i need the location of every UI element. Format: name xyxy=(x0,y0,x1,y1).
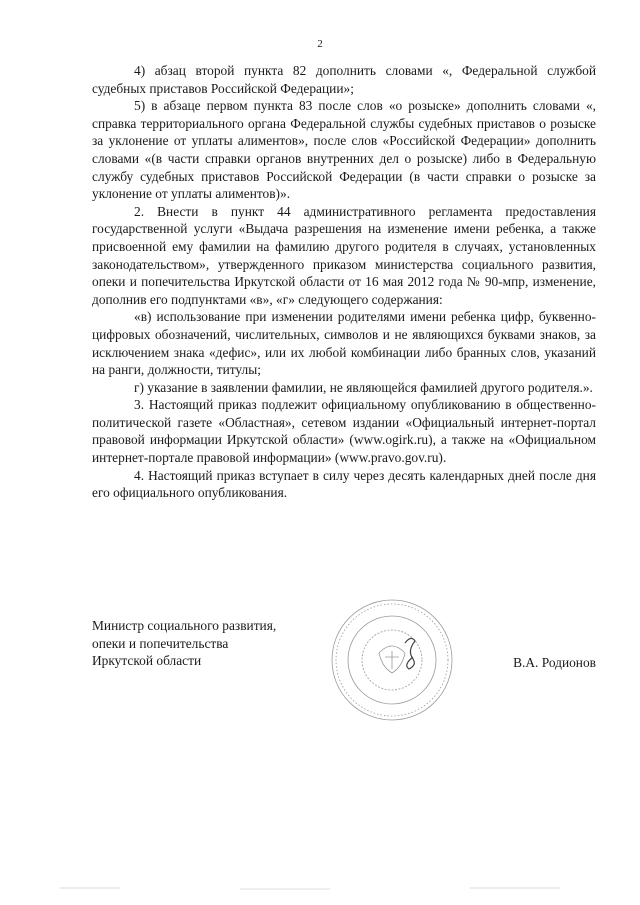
paragraph-section-3: 3. Настоящий приказ подлежит официальному опубликованию в общественно-политической газете «Областная», сетевом издании «Официальный интернет-портал правовой информации Иркутской области» (www.ogirk.ru), а также на «Официальном интернет-портале правовой информации» (www.pravo.gov.ru). xyxy=(92,397,596,466)
paragraph-section-4: 4. Настоящий приказ вступает в силу через десять календарных дней после дня его официального опубликования. xyxy=(92,467,596,501)
page-number: 2 xyxy=(317,38,323,50)
signer-title-line: Министр социального развития, xyxy=(92,618,277,633)
signer-title-line: Иркутской области xyxy=(92,653,202,669)
signer-title xyxy=(92,617,322,670)
paragraph-item-4: 4) абзац второй пункта 82 дополнить словами «, Федеральной службой судебных приставов Российской Федерации»; xyxy=(92,63,596,96)
signer-title-line: опеки и попечительства xyxy=(92,635,229,651)
scan-edge-marks xyxy=(0,884,640,892)
paragraph-section-2: 2. Внести в пункт 44 административного регламента предоставления государственной услуги «Выдача разрешения на изменение имени ребенка, а также присвоенной ему фамилии на фамилию другого родителя в случаях, установленных законодательством», утвержденного приказом министерства социального развития, опеки и попечительства Иркутской области от 16 мая 2012 года № 90-мпр, изменение, дополнив его подпунктами «в», «г» следующего содержания: xyxy=(92,203,596,307)
signer-name: В.А. Родионов xyxy=(513,655,596,670)
paragraph-subitem-v: «в) использование при изменении родителями имени ребенка цифр, буквенно-цифровых обозначений, числительных, символов и не являющихся буквами знаков, за исключением знака «дефис», или их любой комбинации либо бранных слов, указаний на ранги, должности, титулы; xyxy=(92,309,596,378)
handwritten-signature xyxy=(405,638,415,669)
paragraph-subitem-g: г) указание в заявлении фамилии, не являющейся фамилией другого родителя.». xyxy=(134,379,593,395)
document-body xyxy=(92,62,596,502)
paragraph-item-5: 5) в абзаце первом пункта 83 после слов «о розыске» дополнить словами «, справка территориального органа Федеральной службы судебных приставов о розыске за уклонение от уплаты алиментов», после слов «Российской Федерации» дополнить словами «(в части справки органов внутренних дел о розыске) либо в Федеральную службу судебных приставов Российской Федерации (в части справки о розыске за уклонение от уплаты алиментов)». xyxy=(92,98,596,202)
official-seal-icon xyxy=(327,595,457,725)
signature-block xyxy=(92,617,596,727)
